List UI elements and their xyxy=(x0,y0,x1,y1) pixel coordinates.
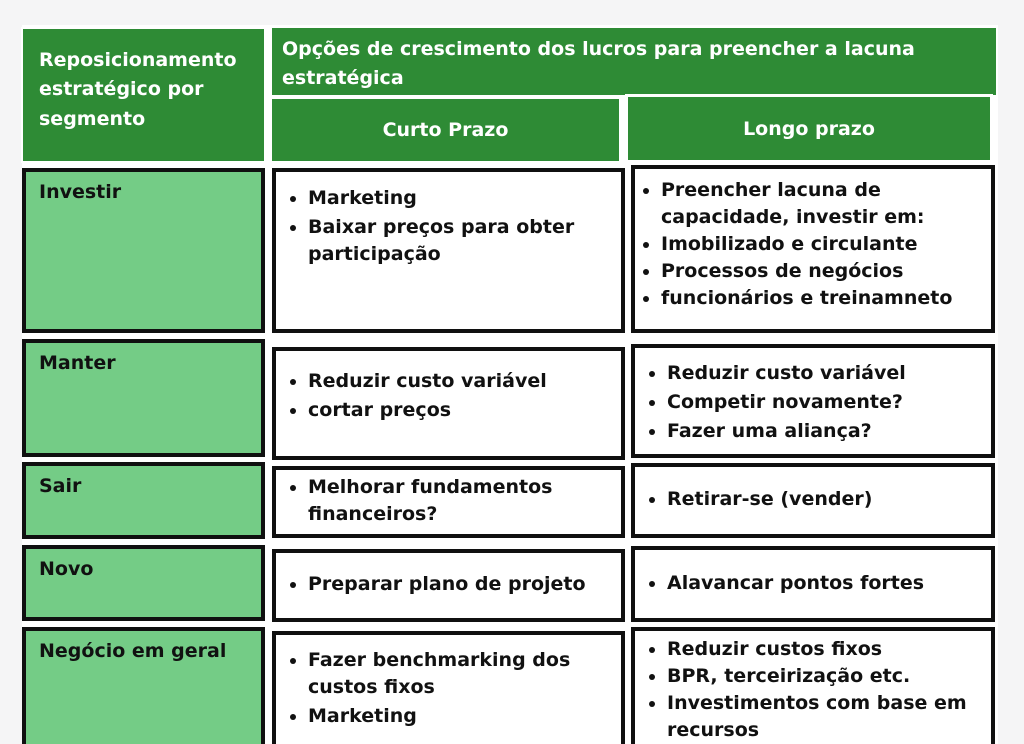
column-header-longo-prazo xyxy=(625,94,993,163)
cell-investir-curto-prazo xyxy=(272,168,625,333)
cell-negocio-longo-prazo xyxy=(631,627,995,744)
bullet-item: • Reduzir custo variável xyxy=(667,360,991,387)
cell-manter-longo-prazo xyxy=(631,344,995,458)
bullet-list xyxy=(635,570,991,599)
cell-novo-longo-prazo xyxy=(631,546,995,622)
cell-novo-curto-prazo xyxy=(272,549,625,622)
corner-header-label: Reposicionamento estratégico por segmento xyxy=(39,49,237,130)
row-label-negocio-em-geral xyxy=(22,627,265,744)
bullet-list xyxy=(276,647,621,730)
column-header-curto-prazo xyxy=(270,97,621,163)
bullet-item: • Baixar preços para obter participação xyxy=(308,214,621,268)
group-header-cell xyxy=(270,26,998,97)
corner-header-cell xyxy=(21,27,266,163)
bullet-item: • Processos de negócios xyxy=(661,258,991,285)
group-header-label: Opções de crescimento dos lucros para preencher a lacuna estratégica xyxy=(282,38,915,89)
bullet-item: • Alavancar pontos fortes xyxy=(667,570,991,597)
bullet-item: • BPR, terceirização etc. xyxy=(667,663,991,690)
bullet-item: • Fazer uma aliança? xyxy=(667,418,991,445)
bullet-list xyxy=(276,185,621,268)
row-label-sair-text: Sair xyxy=(39,475,82,497)
bullet-list xyxy=(635,636,991,744)
bullet-list xyxy=(635,360,991,445)
row-label-novo xyxy=(22,545,265,621)
bullet-item: • Preparar plano de projeto xyxy=(308,571,621,598)
cell-manter-curto-prazo xyxy=(272,347,625,460)
row-label-investir xyxy=(22,168,265,333)
cell-sair-curto-prazo xyxy=(272,466,625,538)
bullet-list xyxy=(276,474,621,530)
bullet-item: • Melhorar fundamentos financeiros? xyxy=(308,474,621,528)
bullet-item: • Imobilizado e circulante xyxy=(661,231,991,258)
bullet-item: • Marketing xyxy=(308,703,621,730)
row-label-manter xyxy=(22,339,265,457)
bullet-item: • Investimentos com base em recursos xyxy=(667,690,991,744)
column-header-curto-prazo-label: Curto Prazo xyxy=(382,119,509,141)
bullet-item: • Fazer benchmarking dos custos fixos xyxy=(308,647,621,701)
row-label-sair xyxy=(22,462,265,539)
bullet-item: • cortar preços xyxy=(308,397,621,424)
bullet-list xyxy=(635,177,991,312)
column-header-longo-prazo-label: Longo prazo xyxy=(743,117,875,140)
row-label-negocio-em-geral-text: Negócio em geral xyxy=(39,640,227,662)
bullet-item: • Reduzir custo variável xyxy=(308,368,621,395)
bullet-list xyxy=(276,571,621,600)
bullet-list xyxy=(276,368,621,424)
row-label-investir-text: Investir xyxy=(39,181,122,203)
bullet-item: • Competir novamente? xyxy=(667,389,991,416)
row-label-novo-text: Novo xyxy=(39,558,94,580)
cell-negocio-curto-prazo xyxy=(272,631,625,744)
cell-sair-longo-prazo xyxy=(631,463,995,538)
cell-investir-longo-prazo xyxy=(631,165,995,333)
bullet-item: • Retirar-se (vender) xyxy=(667,486,991,513)
bullet-list xyxy=(635,486,991,515)
bullet-item: • Reduzir custos fixos xyxy=(667,636,991,663)
bullet-item: • Preencher lacuna de capacidade, investir em: xyxy=(661,177,991,231)
row-label-manter-text: Manter xyxy=(39,352,116,374)
bullet-item: • funcionários e treinamneto xyxy=(661,285,991,312)
bullet-item: • Marketing xyxy=(308,185,621,212)
